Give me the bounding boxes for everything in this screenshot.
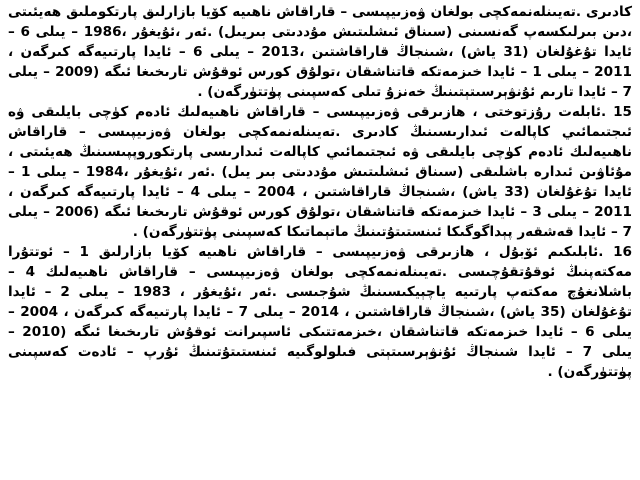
paragraph-candidate-14: كادىرى .تەيىنلەنمەكچى بولغان ۋەزىيپىسى – قاراقاش ناھىيە كۆيا بازارلىق پارتكوملىق ھەيئىتى ،دىن بىرلىكسەپ گەنسىنى (سىناق ئىشلىتىش مۇددىتى بىريىل) .ئەر ،ئۇيغۇر ،1986 – يىلى 6 – ئايدا تۇغۇلغان (31 ياش) ،شىنجاڭ قاراقاشتىن ،2013 – يىلى 6 – ئايدا پارتىيەگە كىرگەن ، 2011 – يىلى 1 – ئايدا خىزمەتكە قاتناشقان ،تولۇق كورس ئوقۇش تارىخىغا ئىگە (2009 – يىلى 7 – ئايدا تارىم ئۇنۋېرسىتېتىنىڭ خەنزۇ تىلى كەسپىنى پۈتتۈرگەن) .	[8, 4, 633, 100]
paragraph-candidate-15: 15 .ئابلەت رۇزتوختى ، ھازىرقى ۋەزىيپىسى – قاراقاش ناھىيەلىك ئادەم كۈچى بايلىقى ۋە ئىجتىمائىي كاپالەت ئىدارىسىنىڭ كادىرى .تەيىنلەنمەكچى بولغان ۋەزىيپىسى – قاراقاش ناھىيەلىك ئادەم كۈچى بايلىقى ۋە ئىجتىمائىي كاپالەت ئىدارىسى پارتكوروپپىسىنىڭ ھەيئىتى ، مۇئاۋىن ئىدارە باشلىقى (سىناق ئىشلىتىش مۇددىتى بىر يىل) .ئەر ،ئۇيغۇر ،1984 – يىلى 1 – ئايدا تۇغۇلغان (33 ياش) ،شىنجاڭ قاراقاشتىن ، 2004 – يىلى 4 – ئايدا پارتىيەگە كىرگەن ، 2011 – يىلى 3 – ئايدا خىزمەتكە قاتناشقان ،تولۇق كورس ئوقۇش تارىخىغا ئىگە (2006 – يىلى 7 – ئايدا قەشقەر پېداگوگىكا ئىنستىتۇتىنىڭ ماتېماتىكا كەسپىنى پۈتتۈرگەن) .	[8, 104, 633, 240]
paragraph-candidate-16: 16 .ئابلىكىم ئۆبۇل ، ھازىرقى ۋەزىيپىسى – قاراقاش ناھىيە كۆيا بازارلىق 1 – ئوتتۇرا مەكتەپنىڭ ئوقۇتقۇچىسى .تەيىنلەنمەكچى بولغان ۋەزىيپىسى – قاراقاش ناھىيەلىك 4 – باشلانغۇچ مەكتەپ پارتىيە ياچېيكىسىنىڭ شۇجىسى .ئەر ،ئۇيغۇر ، 1983 – يىلى 2 – ئايدا تۇغۇلغان (35 ياش) ،شىنجاڭ قاراقاشتىن ، 2014 – يىلى 7 – ئايدا پارتىيەگە كىرگەن ، 2004 – يىلى 6 – ئايدا خىزمەتكە قاتناشقان ،خىزمەتتىكى ئاسپىرانت ئوقۇش تارىخىغا ئىگە (2010 – يىلى 7 – ئايدا شىنجاڭ ئۇنۋېرسىتېتى فىلولوگىيە ئىنستىتۇتىنىڭ ئۇرپ – ئادەت كەسپىنى پۈتتۈرگەن) .	[8, 244, 633, 380]
